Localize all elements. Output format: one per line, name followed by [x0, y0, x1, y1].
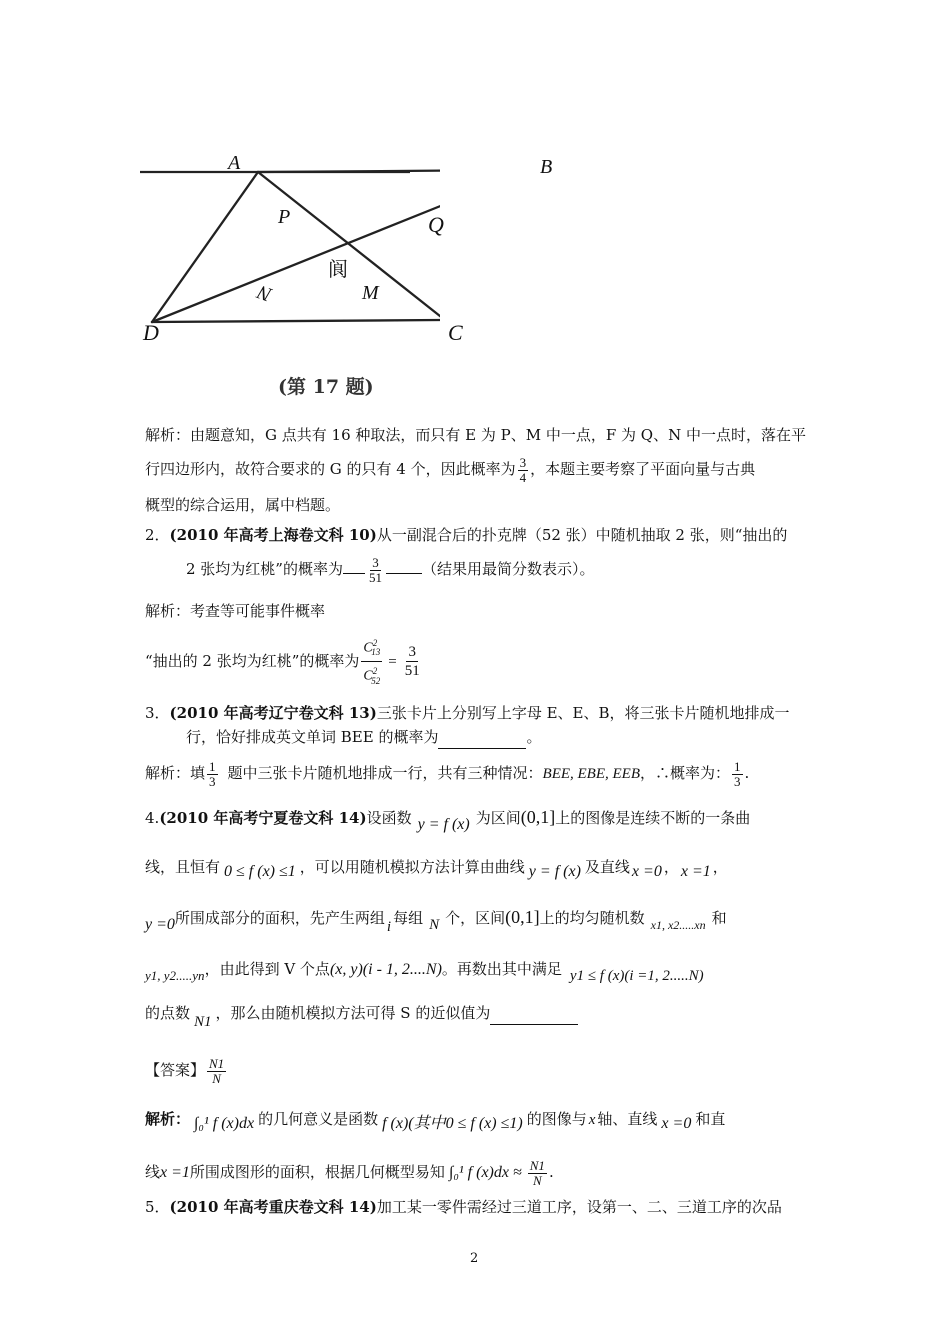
q4-xs: x1, x2.....xn: [650, 918, 706, 932]
q4-t5a: 的点数: [145, 1004, 191, 1022]
q2-source: (2010 年高考上海卷文科 10): [169, 526, 377, 544]
q4-x1b: x =1: [160, 1164, 190, 1181]
q4-t3e: 和: [711, 909, 727, 927]
sub: 13: [371, 647, 381, 658]
q3-text2-end: 。: [526, 728, 542, 746]
q4-t4b: 。再数出其中满足: [441, 960, 562, 978]
q4-N: N: [429, 917, 440, 933]
analysis1-line2-b: ，本题主要考察了平面向量与古典: [530, 460, 756, 478]
q3-number: 3．: [145, 704, 170, 722]
label-D: D: [143, 320, 159, 345]
q4-line1: [145, 806, 751, 833]
q4-ineq: 0 ≤ f (x) ≤1: [224, 863, 296, 880]
sup: 2: [372, 638, 378, 648]
parallelogram-figure: [140, 150, 440, 410]
q4-answer-label: 【答案】: [145, 1061, 206, 1079]
analysis1-line1: 解析：由题意知，G 点共有 16 种取法，而只有 E 为 P、M 中一点，F 为 Q、N 中一点时，落在平: [145, 426, 806, 444]
q4-interval1: (0,1]: [520, 807, 556, 827]
combination-fraction: [361, 634, 382, 690]
q5-text: 加工某一零件需经过三道工序，设第一、二、三道工序的次品: [376, 1198, 782, 1216]
frac-den: N: [212, 1070, 221, 1086]
label-N: N: [254, 280, 275, 306]
comb-top: $C^2_{13}$: [361, 634, 382, 662]
q4-t5b: ，那么由随机模拟方法可得 S 的近似值为: [215, 1004, 491, 1022]
q2-line1: [145, 524, 787, 546]
frac-den: N: [533, 1172, 542, 1188]
q4-i: i: [386, 919, 392, 935]
q2-blank-right: [386, 573, 422, 574]
analysis1-line2: [145, 452, 755, 486]
q2-text2-a: 2 张均为红桃”的概率为: [186, 560, 343, 578]
label-mid: 阆: [328, 257, 348, 281]
q4-t2a: 线，且恒有: [145, 858, 221, 876]
q3-line1: [145, 702, 790, 724]
q3-analysis: [145, 756, 749, 791]
q2-formula: [145, 634, 424, 690]
equals-sign: =: [388, 653, 397, 670]
frac-den: 51: [404, 663, 420, 680]
q4-x0b: x =0: [661, 1115, 692, 1132]
q4-ys: y1, y2.....yn: [145, 968, 205, 983]
q4-x1: x =1: [680, 863, 711, 880]
q5-number: 5．: [145, 1198, 170, 1216]
q4-t2c: 及直线: [584, 858, 630, 876]
q2-formula-a: “抽出的 2 张均为红桃”的概率为: [145, 651, 360, 670]
frac-den: 3: [209, 773, 216, 789]
q3-fill-fraction: [207, 760, 218, 789]
q4-y0: y =0: [145, 916, 175, 933]
q4-answer: [145, 1050, 228, 1090]
frac-den: 51: [368, 569, 382, 585]
q4-t1b: 为区间: [475, 809, 521, 827]
q4-line3: [145, 906, 727, 935]
q4-an2-end: .: [548, 1163, 554, 1181]
comb-bottom: $C^2_{52}$: [363, 666, 381, 686]
q3-text2: 行，恰好排成英文单词 BEE 的概率为: [186, 728, 439, 746]
q4-analysis-line1: [145, 1108, 725, 1131]
q2-line2: [186, 552, 595, 586]
q4-interval2: (0,1]: [505, 907, 540, 927]
label-Q: Q: [428, 212, 444, 237]
frac-den: 4: [519, 469, 527, 485]
q2-analysis: 解析：考查等可能事件概率: [145, 602, 326, 620]
q4-an2-b: 所围成图形的面积，根据几何概型易知: [189, 1163, 445, 1181]
label-C: C: [448, 320, 463, 345]
q4-pts: (x, y)(i - 1, 2....N): [329, 961, 442, 978]
q3-analysis-b: 题中三张卡片随机地排成一行，共有三种情况：: [227, 764, 543, 782]
q3-cases: BEE, EBE, EEB: [542, 766, 640, 782]
frac-num: 3: [372, 554, 379, 570]
q4-integral2: ∫₀¹ f (x)dx ≈: [448, 1164, 522, 1181]
frac-num: 1: [209, 758, 216, 774]
q3-source: (2010 年高考辽宁卷文科 13): [169, 704, 377, 722]
q4-source: (2010 年高考宁夏卷文科 14): [159, 809, 367, 827]
q4-cond: y1 ≤ f (x)(i =1, 2.....N): [569, 968, 704, 984]
q5-source: (2010 年高考重庆卷文科 14): [169, 1198, 377, 1216]
frac-num: N1: [529, 1157, 545, 1173]
q3-result-fraction: [732, 760, 743, 789]
q4-line2: [145, 856, 728, 879]
figure-caption: (第 17 题): [278, 376, 374, 398]
frac-num: 3: [408, 644, 416, 661]
q2-number: 2．: [145, 526, 170, 544]
q2-result-fraction: [403, 643, 422, 680]
q3-therefore: ，∴概率为：: [640, 764, 731, 782]
sub: 52: [371, 675, 381, 686]
frac-num: 1: [734, 758, 741, 774]
frac-den: 3: [734, 773, 741, 789]
q4-t1a: 设函数: [366, 809, 412, 827]
frac-num: N1: [209, 1055, 225, 1071]
sup: 2: [372, 666, 378, 677]
q3-line2: [186, 726, 541, 749]
q4-an-b: 的图像与: [526, 1110, 587, 1128]
q4-answer-fraction: [207, 1057, 226, 1086]
label-P: P: [278, 206, 291, 228]
frac-num: 3: [519, 454, 527, 470]
q4-t3b: 每组: [393, 909, 424, 927]
q4-cond2: f (x)(其中0 ≤ f (x) ≤1): [382, 1115, 523, 1132]
label-M: M: [362, 282, 379, 304]
q4-number: 4.: [145, 809, 160, 827]
q4-analysis-label: 解析：: [145, 1110, 191, 1128]
q4-analysis-line2: [145, 1152, 554, 1193]
q4-an-c: 轴、直线: [597, 1110, 658, 1128]
analysis1-line3: 概型的综合运用，属中档题。: [145, 496, 341, 514]
q4-an-d: 和直: [695, 1110, 726, 1128]
q4-sep: ，: [663, 858, 679, 876]
q4-approx-fraction: [528, 1159, 547, 1188]
q4-an-a: 的几何意义是函数: [258, 1110, 379, 1128]
q4-integral: ∫₀¹ f (x)dx: [194, 1115, 255, 1132]
q4-t4a: ，由此得到 V 个点: [204, 960, 330, 978]
q2-text1: 从一副混合后的扑克牌（52 张）中随机抽取 2 张，则“抽出的: [376, 526, 788, 544]
label-B: B: [540, 156, 553, 178]
q4-N1: N1: [194, 1014, 212, 1030]
q2-blank-left: [343, 573, 365, 574]
label-A: A: [228, 152, 241, 174]
q4-t1c: 上的图像是连续不断的一条曲: [555, 809, 751, 827]
q3-blank: [438, 726, 526, 749]
q4-t3d: 上的均匀随机数: [539, 909, 645, 927]
q3-end: .: [744, 764, 750, 782]
q4-f2: y = f (x): [528, 863, 581, 880]
page-number: 2: [470, 1251, 479, 1266]
q4-an2-a: 线: [145, 1163, 161, 1181]
q4-x0: x =0: [631, 863, 662, 880]
q2-answer-fraction: [367, 556, 384, 585]
analysis1-line2-a: 行四边形内，故符合要求的 G 的只有 4 个，因此概率为: [145, 460, 516, 478]
q4-t3c: 个，区间: [445, 909, 506, 927]
fraction-3-4: [518, 456, 529, 485]
q4-xv: x: [588, 1112, 596, 1128]
q4-t3a: 所围成部分的面积，先产生两组: [174, 909, 385, 927]
q2-text2-b: （结果用最简分数表示）。: [421, 560, 595, 578]
q4-line5: [145, 1002, 578, 1030]
q4-t2b: ，可以用随机模拟方法计算由曲线: [299, 858, 525, 876]
q4-sep2: ，: [712, 858, 728, 876]
q5-line1: [145, 1196, 782, 1218]
q4-blank: [490, 1002, 578, 1025]
q3-analysis-a: 解析：填: [145, 764, 206, 782]
q4-line4: [145, 958, 704, 984]
q4-f1: y = f (x): [417, 816, 470, 833]
q3-text1: 三张卡片上分别写上字母 E、E、B，将三张卡片随机地排成一: [376, 704, 790, 722]
